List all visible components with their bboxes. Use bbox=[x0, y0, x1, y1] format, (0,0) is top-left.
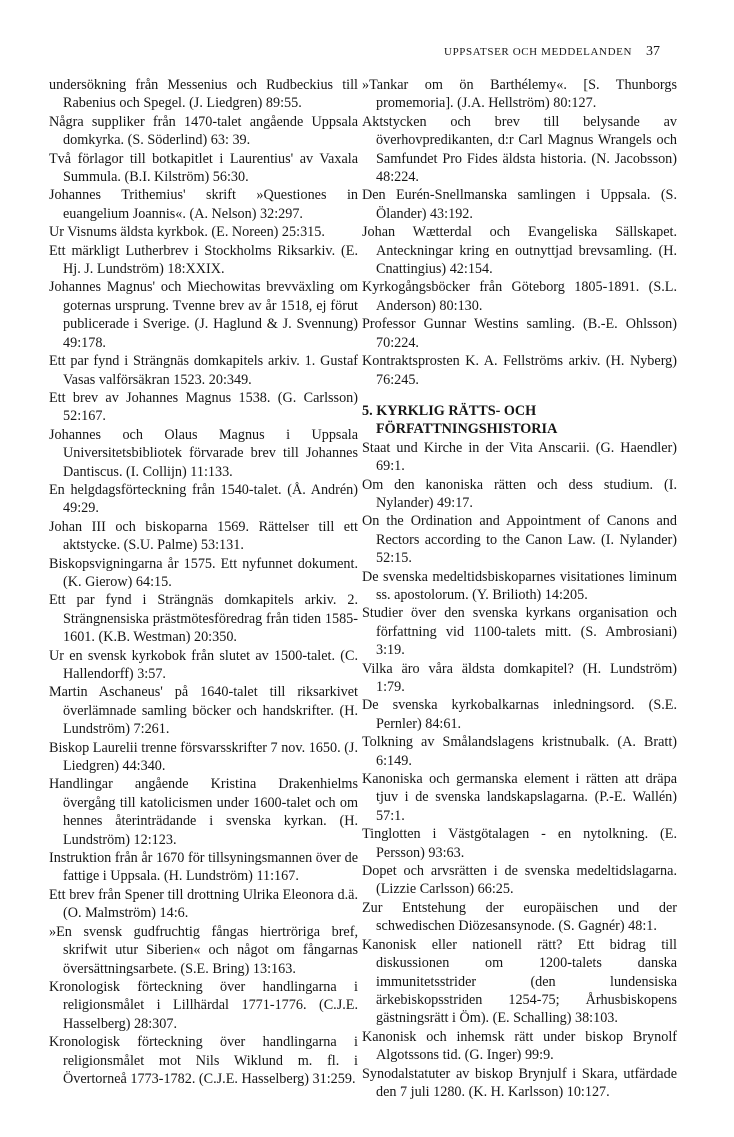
bibliography-entry: »En svensk gudfruchtig fångas hiertröriga bref, skrifwit utur Siberien« och något om fångarnas översättningsarbete. (S.E. Bring) 13:163. bbox=[49, 923, 358, 977]
bibliography-entry: Biskopsvigningarna år 1575. Ett nyfunnet dokument. (K. Gierow) 64:15. bbox=[49, 555, 358, 590]
bibliography-entry: Ett par fynd i Strängnäs domkapitels arkiv. 1. Gustaf Vasas valförsäkran 1523. 20:349. bbox=[49, 353, 358, 388]
bibliography-entry: Zur Entstehung der europäischen und der schwedischen Diözesansynode. (S. Gagnér) 48:1. bbox=[362, 899, 677, 935]
bibliography-entry: Kontraktsprosten K. A. Fellströms arkiv. (H. Nyberg) 76:245. bbox=[362, 353, 677, 388]
bibliography-entry: Kyrkogångsböcker från Göteborg 1805-1891. (S.L. Anderson) 80:130. bbox=[362, 279, 677, 314]
running-head-title: UPPSATSER OCH MEDDELANDEN bbox=[444, 46, 632, 58]
bibliography-entry: undersökning från Messenius och Rudbeckius till Rabenius och Spegel. (J. Liedgren) 89:55. bbox=[49, 77, 358, 112]
bibliography-entry: Ett brev från Spener till drottning Ulrika Eleonora d.ä. (O. Malmström) 14:6. bbox=[49, 886, 358, 922]
bibliography-entry: Biskop Laurelii trenne försvarsskrifter 7 nov. 1650. (J. Liedgren) 44:340. bbox=[49, 739, 358, 775]
bibliography-entry: Johannes Trithemius' skrift »Questiones in euangelium Joannis«. (A. Nelson) 32:297. bbox=[49, 187, 358, 222]
bibliography-entry: De svenska kyrkobalkarnas inledningsord. (S.E. Pernler) 84:61. bbox=[362, 697, 677, 732]
bibliography-entry: Johan III och biskoparna 1569. Rättelser till ett aktstycke. (S.U. Palme) 53:131. bbox=[49, 518, 358, 554]
bibliography-entry: Ett brev av Johannes Magnus 1538. (G. Carlsson) 52:167. bbox=[49, 389, 358, 425]
bibliography-entry: »Tankar om ön Barthélemy«. [S. Thunborgs promemoria]. (J.A. Hellström) 80:127. bbox=[362, 77, 677, 112]
left-column bbox=[49, 76, 358, 1088]
bibliography-entry: Kronologisk förteckning över handlingarna i religionsmålet mot Nils Wiklund m. fl. i Övertorneå 1773-1782. (C.J.E. Hasselberg) 31:259. bbox=[49, 1034, 358, 1087]
section-entries bbox=[362, 439, 677, 1102]
bibliography-entry: Handlingar angående Kristina Drakenhielms övergång till katolicismen under 1600-talet och om hennes återinträdande i svenska kyrkan. (H. Lundström) 12:123. bbox=[49, 776, 358, 848]
bibliography-entry: Tinglotten i Västgötalagen - en nytolkning. (E. Persson) 93:63. bbox=[362, 826, 677, 861]
bibliography-entry: Den Eurén-Snellmanska samlingen i Uppsala. (S. Ölander) 43:192. bbox=[362, 187, 677, 222]
bibliography-entry: Vilka äro våra äldsta domkapitel? (H. Lundström) 1:79. bbox=[362, 660, 677, 695]
bibliography-entry: Kanonisk och inhemsk rätt under biskop Brynolf Algotssons tid. (G. Inger) 99:9. bbox=[362, 1028, 677, 1064]
bibliography-entry: Johan Wætterdal och Evangeliska Sällskapet. Anteckningar kring en outnyttjad brevsamling. (H. Cnattingius) 42:154. bbox=[362, 224, 677, 278]
bibliography-entry: Ett märkligt Lutherbrev i Stockholms Riksarkiv. (E. Hj. J. Lundström) 18:XXIX. bbox=[49, 242, 358, 278]
bibliography-entry: Ur Visnums äldsta kyrkbok. (E. Noreen) 25:315. bbox=[49, 224, 325, 241]
right-column bbox=[362, 76, 677, 1101]
bibliography-entry: Ett par fynd i Strängnäs domkapitels arkiv. 2. Strängnensiska prästmötesföredrag från tiden 1585-1601. (K.B. Westman) 20:350. bbox=[49, 592, 358, 646]
bibliography-entry: Studier över den svenska kyrkans organisation och författning vid 1100-talets mitt. (S. Ambrosiani) 3:19. bbox=[362, 605, 677, 659]
running-head bbox=[444, 44, 660, 60]
right-column-entries bbox=[362, 76, 677, 389]
bibliography-entry: Kanonisk eller nationell rätt? Ett bidrag till diskussionen om 1200-talets danska immunitetsstrider (den lundensiska ärkebiskopsstriden 1254-75; Århusbiskopens gästningsrätt i Öm). (E. Schalling) 38:103. bbox=[362, 936, 677, 1027]
bibliography-entry: Professor Gunnar Westins samling. (B.-E. Ohlsson) 70:224. bbox=[362, 316, 677, 351]
bibliography-entry: De svenska medeltidsbiskoparnes visitationes liminum ss. apostolorum. (Y. Brilioth) 14:205. bbox=[362, 568, 677, 603]
bibliography-entry: Synodalstatuter av biskop Brynjulf i Skara, utfärdade den 7 juli 1280. (K. H. Karlsson) 10:127. bbox=[362, 1065, 677, 1100]
bibliography-entry: En helgdagsförteckning från 1540-talet. (Å. Andrén) 49:29. bbox=[49, 481, 358, 517]
bibliography-entry: Kanoniska och germanska element i rätten att dräpa tjuv i de svenska landskapslagarna. (P.-E. Wallén) 57:1. bbox=[362, 771, 677, 824]
bibliography-entry: Om den kanoniska rätten och dess studium. (I. Nylander) 49:17. bbox=[362, 476, 677, 511]
bibliography-entry: Instruktion från år 1670 för tillsyningsmannen över de fattige i Uppsala. (H. Lundström) 11:167. bbox=[49, 850, 358, 885]
bibliography-entry: Martin Aschaneus' på 1640-talet till riksarkivet överlämnade samling böcker och handskrifter. (H. Lundström) 7:261. bbox=[49, 684, 358, 738]
bibliography-entry: Två förlagor till botkapitlet i Laurentius' av Vaxala Summula. (B.I. Kilström) 56:30. bbox=[49, 150, 358, 186]
page-number: 37 bbox=[646, 44, 660, 59]
bibliography-entry: Kronologisk förteckning över handlingarna i religionsmålet i Lillhärdal 1771-1776. (C.J.E. Hasselberg) 28:307. bbox=[49, 978, 358, 1032]
bibliography-entry: Johannes och Olaus Magnus i Uppsala Universitetsbibliotek förvarade brev till Johannes Dantiscus. (I. Collijn) 11:133. bbox=[49, 426, 358, 480]
bibliography-entry: Tolkning av Smålandslagens kristnubalk. (A. Bratt) 6:149. bbox=[362, 734, 677, 769]
bibliography-entry: Staat und Kirche in der Vita Anscarii. (G. Haendler) 69:1. bbox=[362, 439, 677, 475]
bibliography-entry: On the Ordination and Appointment of Canons and Rectors according to the Canon Law. (I. Nylander) 52:15. bbox=[362, 513, 677, 567]
bibliography-entry: Dopet och arvsrätten i de svenska medeltidslagarna. (Lizzie Carlsson) 66:25. bbox=[362, 863, 677, 898]
bibliography-entry: Ur en svensk kyrkobok från slutet av 1500-talet. (C. Hallendorff) 3:57. bbox=[49, 647, 358, 682]
section-heading: 5. KYRKLIG RÄTTS- OCH FÖRFATTNINGSHISTORIA bbox=[362, 402, 558, 438]
bibliography-entry: Några suppliker från 1470-talet angående Uppsala domkyrka. (S. Söderlind) 63: 39. bbox=[49, 113, 358, 149]
bibliography-entry: Johannes Magnus' och Miechowitas brevväxling om goternas ursprung. Tvenne brev av år 1518, ej förut publicerade i Sverige. (J. Haglund & J. Svennung) 49:178. bbox=[49, 279, 358, 351]
bibliography-entry: Aktstycken och brev till belysande av överhovpredikanten, d:r Carl Magnus Wrangels och Samfundet Pro Fides äldsta historia. (N. Jacobsson) 48:224. bbox=[362, 113, 677, 186]
